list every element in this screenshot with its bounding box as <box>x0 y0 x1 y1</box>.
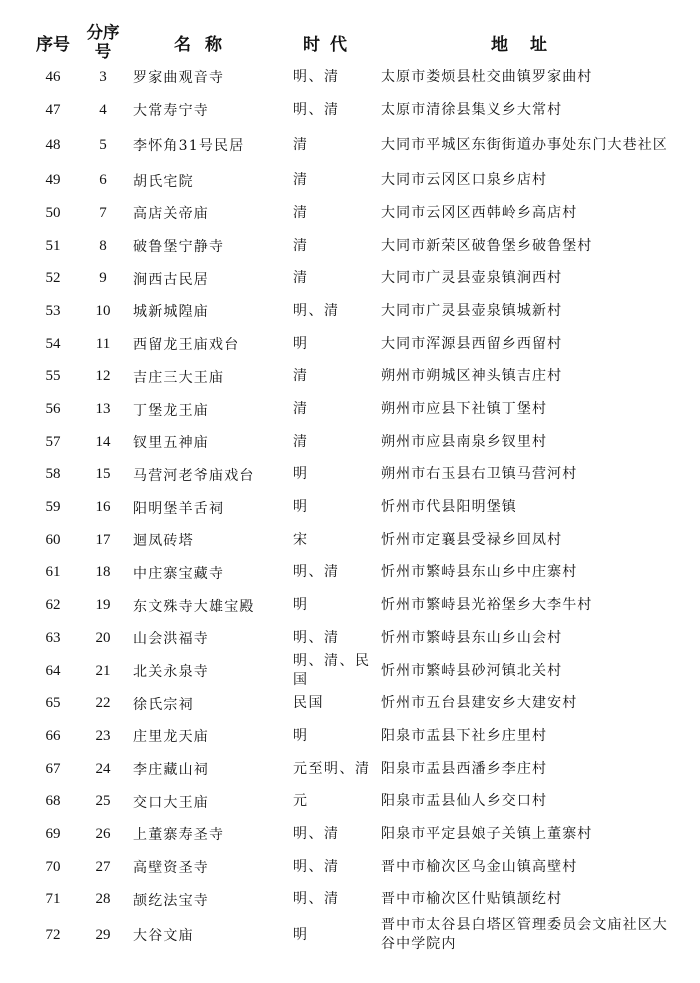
era-cell: 明 <box>293 727 309 744</box>
era-cell: 清 <box>293 204 309 221</box>
era-cell: 明 <box>293 499 309 516</box>
sub-seq-cell: 4 <box>99 101 107 118</box>
name-cell: 阳明堡羊舌祠 <box>133 500 225 517</box>
address-cell: 大同市云冈区口泉乡店村 <box>381 172 548 189</box>
address-cell: 太原市娄烦县杜交曲镇罗家曲村 <box>381 68 593 85</box>
address-cell: 晋中市榆次区什贴镇颉纥村 <box>381 891 563 908</box>
table-row <box>0 197 700 230</box>
era-cell: 清 <box>293 401 309 418</box>
table-row <box>0 785 700 818</box>
name-cell: 北关永泉寺 <box>133 664 209 681</box>
seq-cell: 46 <box>45 68 61 85</box>
seq-cell: 70 <box>45 858 61 875</box>
sub-seq-cell: 5 <box>99 136 107 153</box>
era-cell: 明 <box>293 335 309 352</box>
sub-seq-cell: 12 <box>95 368 111 385</box>
seq-cell: 66 <box>45 727 61 744</box>
era-cell: 明、清 <box>293 564 340 581</box>
seq-cell: 57 <box>45 433 61 450</box>
era-cell: 明、清 <box>293 68 340 85</box>
sub-seq-cell: 19 <box>95 597 111 614</box>
seq-cell: 58 <box>45 466 61 483</box>
sub-seq-cell: 24 <box>95 760 111 777</box>
name-cell: 城新城隍庙 <box>133 304 209 321</box>
era-cell: 明、清 <box>293 629 340 646</box>
era-cell: 清 <box>293 136 309 153</box>
sub-seq-cell: 23 <box>95 727 111 744</box>
address-cell: 忻州市五台县建安乡大建安村 <box>381 695 578 712</box>
seq-cell: 48 <box>45 136 61 153</box>
address-cell: 忻州市代县阳明堡镇 <box>381 499 517 516</box>
address-cell: 阳泉市盂县西潘乡李庄村 <box>381 760 548 777</box>
era-cell: 明 <box>293 926 309 943</box>
table-row <box>0 916 700 954</box>
table-row <box>0 61 700 94</box>
table-row <box>0 361 700 394</box>
address-cell: 朔州市应县南泉乡钗里村 <box>381 433 548 450</box>
seq-cell: 60 <box>45 531 61 548</box>
address-cell: 晋中市太谷县白塔区管理委员会文庙社区大谷中学院内 <box>381 917 668 953</box>
sub-seq-cell: 6 <box>99 172 107 189</box>
era-cell: 明 <box>293 597 309 614</box>
table-row <box>0 589 700 622</box>
name-cell: 李庄藏山祠 <box>133 762 209 779</box>
sub-seq-cell: 22 <box>95 695 111 712</box>
table-row <box>0 295 700 328</box>
name-cell: 破鲁堡宁静寺 <box>133 239 225 256</box>
era-cell: 明、清 <box>293 858 340 875</box>
header-address: 地址 <box>491 34 569 55</box>
address-cell: 大同市新荣区破鲁堡乡破鲁堡村 <box>381 237 593 254</box>
header-sub-seq <box>80 22 126 62</box>
sub-seq-cell: 9 <box>99 270 107 287</box>
era-cell: 明、清 <box>293 891 340 908</box>
address-cell: 忻州市繁峙县光裕堡乡大李牛村 <box>381 597 593 614</box>
table-row <box>0 753 700 786</box>
name-cell: 涧西古民居 <box>133 271 209 288</box>
name-cell: 罗家曲观音寺 <box>133 70 225 87</box>
header-name: 名称 <box>174 34 236 55</box>
name-cell: 庄里龙天庙 <box>133 729 209 746</box>
name-cell: 山会洪福寺 <box>133 631 209 648</box>
name-cell: 丁堡龙王庙 <box>133 402 209 419</box>
table-body <box>0 61 700 954</box>
table-row <box>0 884 700 917</box>
sub-seq-cell: 20 <box>95 629 111 646</box>
name-cell: 迴凤砖塔 <box>133 533 194 550</box>
sub-seq-cell: 3 <box>99 68 107 85</box>
name-cell: 中庄寨宝藏寺 <box>133 565 225 582</box>
seq-cell: 59 <box>45 499 61 516</box>
seq-cell: 68 <box>45 793 61 810</box>
address-cell: 朔州市朔城区神头镇吉庄村 <box>381 368 563 385</box>
name-cell: 高店关帝庙 <box>133 206 209 223</box>
name-cell: 西留龙王庙戏台 <box>133 337 240 354</box>
address-cell: 晋中市榆次区乌金山镇高壁村 <box>381 858 578 875</box>
era-cell: 明、清 <box>293 101 340 118</box>
seq-cell: 51 <box>45 237 61 254</box>
name-cell: 交口大王庙 <box>133 794 209 811</box>
seq-cell: 47 <box>45 101 61 118</box>
seq-cell: 67 <box>45 760 61 777</box>
address-cell: 阳泉市盂县仙人乡交口村 <box>381 793 548 810</box>
seq-cell: 53 <box>45 302 61 319</box>
table-row <box>0 328 700 361</box>
seq-cell: 55 <box>45 368 61 385</box>
sub-seq-cell: 10 <box>95 302 111 319</box>
sub-seq-cell: 15 <box>95 466 111 483</box>
address-cell: 大同市平城区东街街道办事处东门大巷社区 <box>381 136 668 153</box>
table-row <box>0 393 700 426</box>
seq-cell: 72 <box>45 926 61 943</box>
sub-seq-cell: 28 <box>95 891 111 908</box>
era-cell: 元 <box>293 793 309 810</box>
name-cell: 高壁资圣寺 <box>133 860 209 877</box>
era-cell: 明 <box>293 466 309 483</box>
seq-cell: 50 <box>45 204 61 221</box>
sub-seq-cell: 25 <box>95 793 111 810</box>
name-cell: 吉庄三大王庙 <box>133 369 225 386</box>
table-row <box>0 818 700 851</box>
table-row <box>0 262 700 295</box>
era-cell: 明、清 <box>293 302 340 319</box>
table-row <box>0 94 700 127</box>
header-sub-seq-line2: 号 <box>94 42 112 61</box>
table-row <box>0 426 700 459</box>
address-cell: 忻州市繁峙县砂河镇北关村 <box>381 662 563 679</box>
seq-cell: 56 <box>45 401 61 418</box>
address-cell: 大同市云冈区西韩岭乡高店村 <box>381 204 578 221</box>
table-row <box>0 491 700 524</box>
sub-seq-cell: 17 <box>95 531 111 548</box>
address-cell: 忻州市定襄县受禄乡回凤村 <box>381 531 563 548</box>
sub-seq-cell: 29 <box>95 926 111 943</box>
era-cell: 宋 <box>293 531 309 548</box>
address-cell: 太原市清徐县集义乡大常村 <box>381 101 563 118</box>
era-cell: 明、清 <box>293 825 340 842</box>
table-row <box>0 557 700 590</box>
table-row <box>0 851 700 884</box>
seq-cell: 52 <box>45 270 61 287</box>
sub-seq-cell: 7 <box>99 204 107 221</box>
seq-cell: 61 <box>45 564 61 581</box>
header-sub-seq-line1: 分序 <box>86 23 120 42</box>
sub-seq-cell: 13 <box>95 401 111 418</box>
table-row <box>0 622 700 655</box>
sub-seq-cell: 26 <box>95 825 111 842</box>
address-cell: 朔州市应县下社镇丁堡村 <box>381 401 548 418</box>
address-cell: 大同市广灵县壶泉镇涧西村 <box>381 270 563 287</box>
table-row <box>0 655 700 688</box>
name-cell: 东文殊寺大雄宝殿 <box>133 598 255 615</box>
name-cell: 大常寿宁寺 <box>133 103 209 120</box>
address-cell: 阳泉市平定县娘子关镇上董寨村 <box>381 825 593 842</box>
name-cell: 徐氏宗祠 <box>133 696 194 713</box>
name-cell: 颉纥法宝寺 <box>133 892 209 909</box>
table-row <box>0 230 700 263</box>
era-cell: 清 <box>293 172 309 189</box>
header-seq: 序号 <box>36 34 70 55</box>
table-row <box>0 459 700 492</box>
seq-cell: 64 <box>45 662 61 679</box>
era-cell: 清 <box>293 368 309 385</box>
name-cell: 马营河老爷庙戏台 <box>133 467 255 484</box>
seq-cell: 54 <box>45 335 61 352</box>
name-cell: 大谷文庙 <box>133 928 194 945</box>
seq-cell: 71 <box>45 891 61 908</box>
table-row <box>0 524 700 557</box>
address-cell: 忻州市繁峙县东山乡中庄寨村 <box>381 564 578 581</box>
sub-seq-cell: 27 <box>95 858 111 875</box>
era-cell: 清 <box>293 270 309 287</box>
header-era: 时代 <box>303 34 357 55</box>
address-cell: 大同市浑源县西留乡西留村 <box>381 335 563 352</box>
address-cell: 阳泉市盂县下社乡庄里村 <box>381 727 548 744</box>
name-cell: 钗里五神庙 <box>133 435 209 452</box>
seq-cell: 62 <box>45 597 61 614</box>
sub-seq-cell: 16 <box>95 499 111 516</box>
sub-seq-cell: 8 <box>99 237 107 254</box>
era-cell: 明、清、民国 <box>293 653 371 689</box>
name-cell: 李怀角31号民居 <box>133 138 245 155</box>
table-row <box>0 720 700 753</box>
era-cell: 清 <box>293 433 309 450</box>
seq-cell: 69 <box>45 825 61 842</box>
address-cell: 朔州市右玉县右卫镇马营河村 <box>381 466 578 483</box>
address-cell: 忻州市繁峙县东山乡山会村 <box>381 629 563 646</box>
table-row <box>0 164 700 197</box>
address-cell: 大同市广灵县壶泉镇城新村 <box>381 302 563 319</box>
seq-cell: 65 <box>45 695 61 712</box>
name-cell: 胡氏宅院 <box>133 173 194 190</box>
era-cell: 清 <box>293 237 309 254</box>
table-row <box>0 687 700 720</box>
table-row <box>0 126 700 164</box>
sub-seq-cell: 11 <box>95 335 111 352</box>
seq-cell: 49 <box>45 172 61 189</box>
era-cell: 元至明、清 <box>293 760 371 777</box>
sub-seq-cell: 14 <box>95 433 111 450</box>
seq-cell: 63 <box>45 629 61 646</box>
era-cell: 民国 <box>293 695 324 712</box>
name-cell: 上董寨寿圣寺 <box>133 827 225 844</box>
sub-seq-cell: 21 <box>95 662 111 679</box>
sub-seq-cell: 18 <box>95 564 111 581</box>
